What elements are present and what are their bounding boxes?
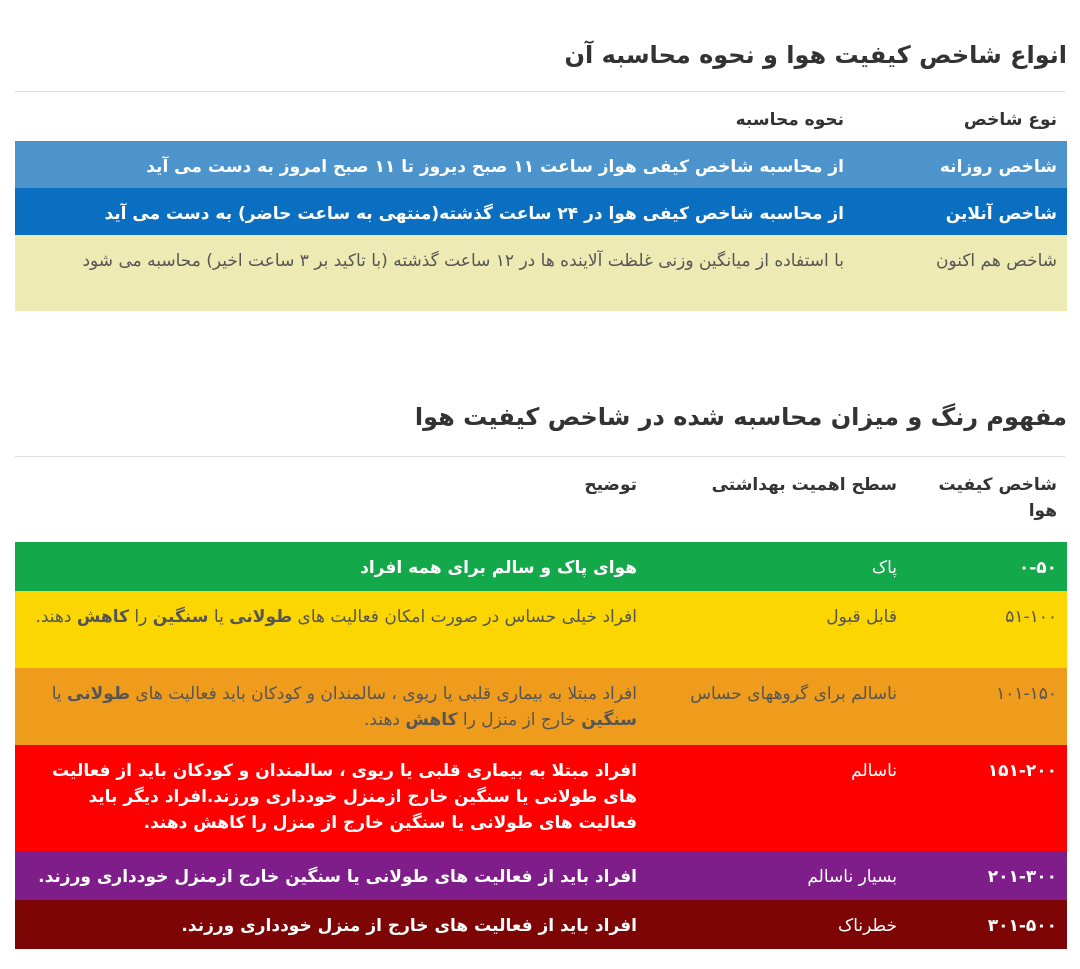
- description-cell: افراد باید از فعالیت های طولانی یا سنگین خارج ازمنزل خودداری ورزند.: [38, 867, 637, 887]
- emphasis-text: سنگین: [285, 867, 342, 887]
- column-header-type: نوع شاخص: [963, 110, 1057, 130]
- emphasis-text: طولانی: [229, 607, 293, 627]
- title-divider: [15, 456, 1065, 457]
- emphasis-text: طولانی: [67, 684, 130, 704]
- health-level-cell: قابل قبول: [826, 607, 897, 627]
- aqi-range-cell: ۳۰۱-۵۰۰: [987, 916, 1057, 936]
- emphasis-text: سنگین: [581, 710, 637, 730]
- emphasis-text: خودداری: [240, 916, 312, 936]
- emphasis-text: سنگین: [389, 813, 446, 833]
- column-header-aqi: شاخص کیفیت هوا: [938, 475, 1057, 521]
- calculation-cell: از محاسبه شاخص کیفی هواز ساعت ۱۱ صبح دیروز تا ۱۱ صبح امروز به دست می آید: [146, 157, 844, 177]
- health-level-cell: پاک: [871, 558, 897, 578]
- column-header-health-level: سطح اهمیت بهداشتی: [711, 475, 897, 495]
- description-cell: افراد مبتلا به بیماری قلبی یا ریوی ، سالمندان و کودکان باید از فعالیت های طولانی یا سنگین خارج ازمنزل خودداری ورزند.افراد دیگر باید فعالیت های طولانی یا سنگین خارج از منزل را کاهش دهند.: [52, 761, 637, 833]
- emphasis-text: کاهش: [193, 813, 246, 833]
- aqi-row-good: [15, 542, 1067, 591]
- table-row-online-index: [15, 188, 1067, 235]
- aqi-range-cell: ۱۰۱-۱۵۰: [996, 684, 1057, 704]
- emphasis-text: سنگین: [454, 787, 510, 807]
- emphasis-text: طولانی: [534, 787, 598, 807]
- health-level-cell: ناسالم برای گروههای حساس: [690, 684, 897, 704]
- description-cell: افراد خیلی حساس در صورت امکان فعالیت های طولانی یا سنگین را کاهش دهند.: [35, 607, 637, 627]
- description-cell: هوای پاک و سالم برای همه افراد: [360, 558, 637, 578]
- emphasis-text: کاهش: [76, 607, 129, 627]
- aqi-range-cell: ۲۰۱-۳۰۰: [987, 867, 1057, 887]
- emphasis-text: کاهش: [405, 710, 458, 730]
- aqi-range-cell: ۰-۵۰: [1018, 558, 1057, 578]
- health-level-cell: خطرناک: [838, 916, 897, 936]
- index-types-table: [15, 94, 1067, 311]
- index-type-cell: شاخص آنلاین: [945, 204, 1057, 224]
- aqi-levels-table: [15, 459, 1067, 949]
- emphasis-text: طولانی: [470, 813, 533, 833]
- section-title-color-meaning: مفهوم رنگ و میزان محاسبه شده در شاخص کیفیت هوا: [414, 403, 1067, 431]
- health-level-cell: بسیار ناسالم: [807, 867, 897, 887]
- title-divider: [15, 91, 1065, 92]
- aqi-row-very-unhealthy: [15, 851, 1067, 900]
- table-header-row: [15, 94, 1067, 141]
- emphasis-text: طولانی: [365, 867, 429, 887]
- calculation-cell: با استفاده از میانگین وزنی غلظت آلاینده ها در ۱۲ ساعت گذشته (با تاکید بر ۳ ساعت اخیر) محاسبه می شود: [82, 251, 844, 271]
- health-level-cell: ناسالم: [851, 761, 897, 781]
- aqi-row-moderate: [15, 591, 1067, 668]
- calculation-cell: از محاسبه شاخص کیفی هوا در ۲۴ ساعت گذشته(منتهی به ساعت حاضر) به دست می آید: [104, 204, 844, 224]
- aqi-row-unhealthy-sensitive: [15, 668, 1067, 745]
- aqi-row-hazardous: [15, 900, 1067, 949]
- aqi-row-unhealthy: [15, 745, 1067, 851]
- description-cell: افراد باید از فعالیت های خارج از منزل خودداری ورزند.: [181, 916, 637, 936]
- index-type-cell: شاخص روزانه: [939, 157, 1057, 177]
- emphasis-text: سنگین: [152, 607, 209, 627]
- description-cell: افراد مبتلا به بیماری قلبی یا ریوی ، سالمندان و کودکان باید فعالیت های طولانی یا سنگین خارج از منزل را کاهش دهند.: [51, 684, 637, 730]
- column-header-calculation: نحوه محاسبه: [735, 110, 844, 130]
- aqi-range-cell: ۱۵۱-۲۰۰: [987, 761, 1057, 781]
- index-type-cell: شاخص هم اکنون: [935, 251, 1057, 271]
- section-title-index-types: انواع شاخص کیفیت هوا و نحوه محاسبه آن: [564, 41, 1067, 69]
- aqi-range-cell: ۵۱-۱۰۰: [1005, 607, 1057, 627]
- table-header-row: [15, 459, 1067, 542]
- table-row-nowcast-index: [15, 235, 1067, 311]
- column-header-description: توضیح: [584, 475, 637, 495]
- table-row-daily-index: [15, 141, 1067, 188]
